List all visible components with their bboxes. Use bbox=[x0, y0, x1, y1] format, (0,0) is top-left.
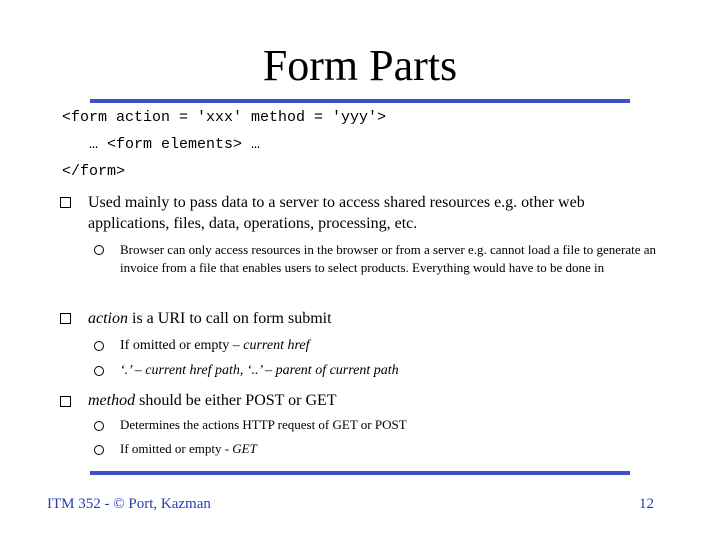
action-keyword: action bbox=[88, 310, 128, 327]
circle-bullet-icon bbox=[94, 366, 104, 376]
circle-bullet-icon bbox=[94, 245, 104, 255]
subbullet-action-paths: ‘.’ – current href path, ‘..’ – parent of current path bbox=[120, 363, 399, 378]
subbullet-action-empty: If omitted or empty – current href bbox=[120, 338, 310, 353]
footer-course: ITM 352 - © Port, Kazman bbox=[47, 496, 211, 512]
subbullet-browser-limit: Browser can only access resources in the browser or from a server e.g. cannot load a file to generate an invoice from a file that enables users to select products. Everything would have to be done in bbox=[120, 242, 657, 275]
subbullet-method-default: If omitted or empty - GET bbox=[120, 441, 257, 456]
circle-bullet-icon bbox=[94, 341, 104, 351]
code-line-3: </form> bbox=[62, 163, 126, 180]
checkbox-bullet-icon bbox=[60, 197, 71, 208]
bullet-action: action is a URI to call on form submit bbox=[88, 310, 332, 327]
subbullet-method-actions: Determines the actions HTTP request of GET or POST bbox=[120, 417, 407, 432]
checkbox-bullet-icon bbox=[60, 396, 71, 407]
circle-bullet-icon bbox=[94, 421, 104, 431]
slide-title: Form Parts bbox=[262, 41, 458, 90]
bullet-method: method should be either POST or GET bbox=[88, 392, 337, 409]
code-line-2: … <form elements> … bbox=[62, 136, 261, 153]
checkbox-bullet-icon bbox=[60, 313, 71, 324]
code-line-1: <form action = 'xxx' method = 'yyy'> bbox=[62, 109, 387, 126]
circle-bullet-icon bbox=[94, 445, 104, 455]
title-divider bbox=[90, 99, 630, 103]
page-number: 12 bbox=[639, 496, 654, 512]
bullet-purpose: Used mainly to pass data to a server to access shared resources e.g. other web applications, files, data, operations, processing, etc. bbox=[88, 194, 585, 232]
method-keyword: method bbox=[88, 392, 136, 409]
footer-divider bbox=[90, 471, 630, 475]
